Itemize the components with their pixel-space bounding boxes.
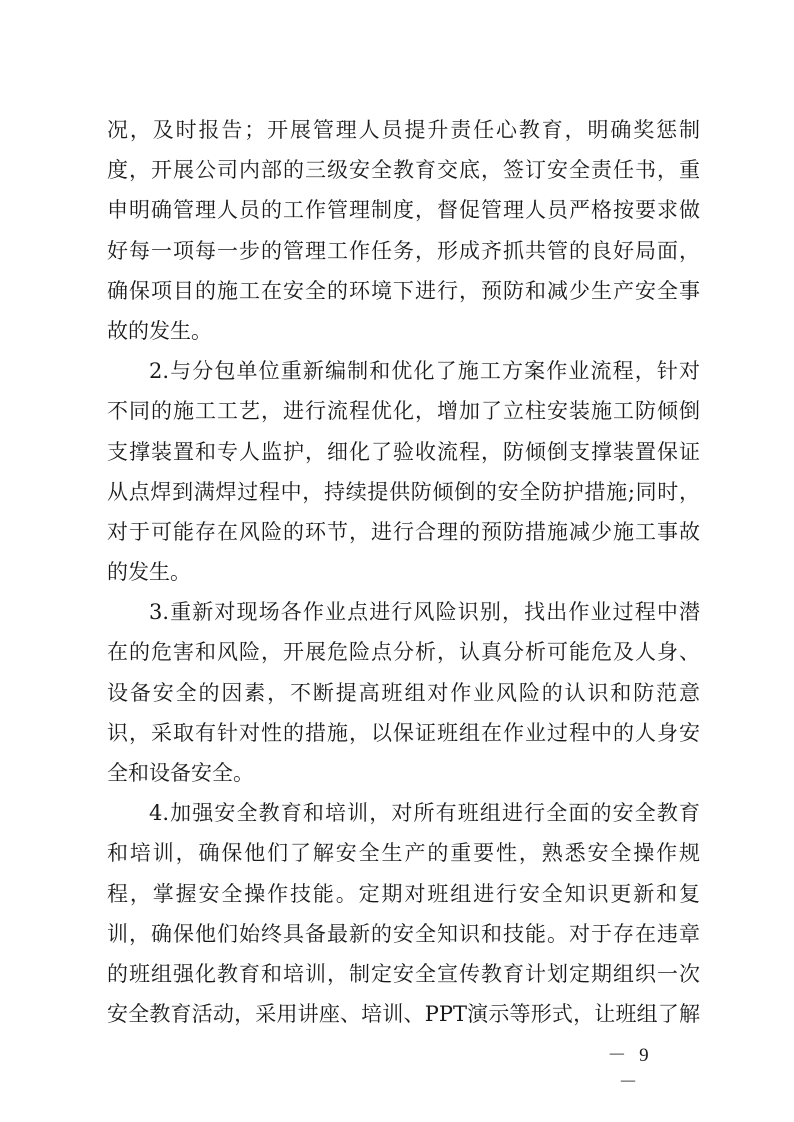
text-line: 设备安全的因素，不断提高班组对作业风险的认识和防范意 [107, 680, 700, 705]
paragraph-3 [107, 592, 700, 793]
paragraph-4 [107, 793, 700, 1034]
text-line: 申明确管理人员的工作管理制度，督促管理人员严格按要求做 [107, 198, 700, 223]
text-line: 度，开展公司内部的三级安全教育交底，签订安全责任书，重 [107, 158, 700, 183]
page-number: － 9 － [607, 1045, 653, 1093]
text-line: 训，确保他们始终具备最新的安全知识和技能。对于存在违章 [107, 921, 700, 946]
text-line: 不同的施工工艺，进行流程优化，增加了立柱安装施工防倾倒 [107, 399, 700, 424]
text-line: 故的发生。 [107, 318, 212, 343]
text-line: 对于可能存在风险的环节，进行合理的预防措施减少施工事故 [107, 519, 700, 544]
text-line: 从点焊到满焊过程中，持续提供防倾倒的安全防护措施;同时， [107, 479, 700, 504]
paragraph-1 [107, 110, 700, 351]
text-line: 的发生。 [107, 560, 191, 585]
text-line: 安全教育活动，采用讲座、培训、PPT演示等形式，让班组了解 [107, 1002, 700, 1027]
text-line: 支撑装置和专人监护，细化了验收流程，防倾倒支撑装置保证 [107, 439, 700, 464]
text-line: 和培训，确保他们了解安全生产的重要性，熟悉安全操作规 [107, 841, 700, 866]
text-line: 2.与分包单位重新编制和优化了施工方案作业流程，针对 [149, 359, 700, 384]
text-line: 在的危害和风险，开展危险点分析，认真分析可能危及人身、 [107, 640, 700, 665]
text-line: 全和设备安全。 [107, 761, 254, 785]
text-line: 3.重新对现场各作业点进行风险识别，找出作业过程中潜 [149, 600, 700, 625]
text-line: 确保项目的施工在安全的环境下进行，预防和减少生产安全事 [107, 278, 700, 303]
text-line: 好每一项每一步的管理工作任务，形成齐抓共管的良好局面， [107, 238, 700, 263]
text-line: 的班组强化教育和培训，制定安全宣传教育计划定期组织一次 [107, 961, 700, 986]
body-text [107, 110, 700, 1034]
text-line: 程，掌握安全操作技能。定期对班组进行安全知识更新和复 [107, 881, 700, 906]
paragraph-2 [107, 351, 700, 592]
text-line: 4.加强安全教育和培训，对所有班组进行全面的安全教育 [149, 801, 700, 826]
text-line: 识，采取有针对性的措施，以保证班组在作业过程中的人身安 [107, 720, 700, 745]
text-line: 况，及时报告；开展管理人员提升责任心教育，明确奖惩制 [107, 118, 700, 142]
